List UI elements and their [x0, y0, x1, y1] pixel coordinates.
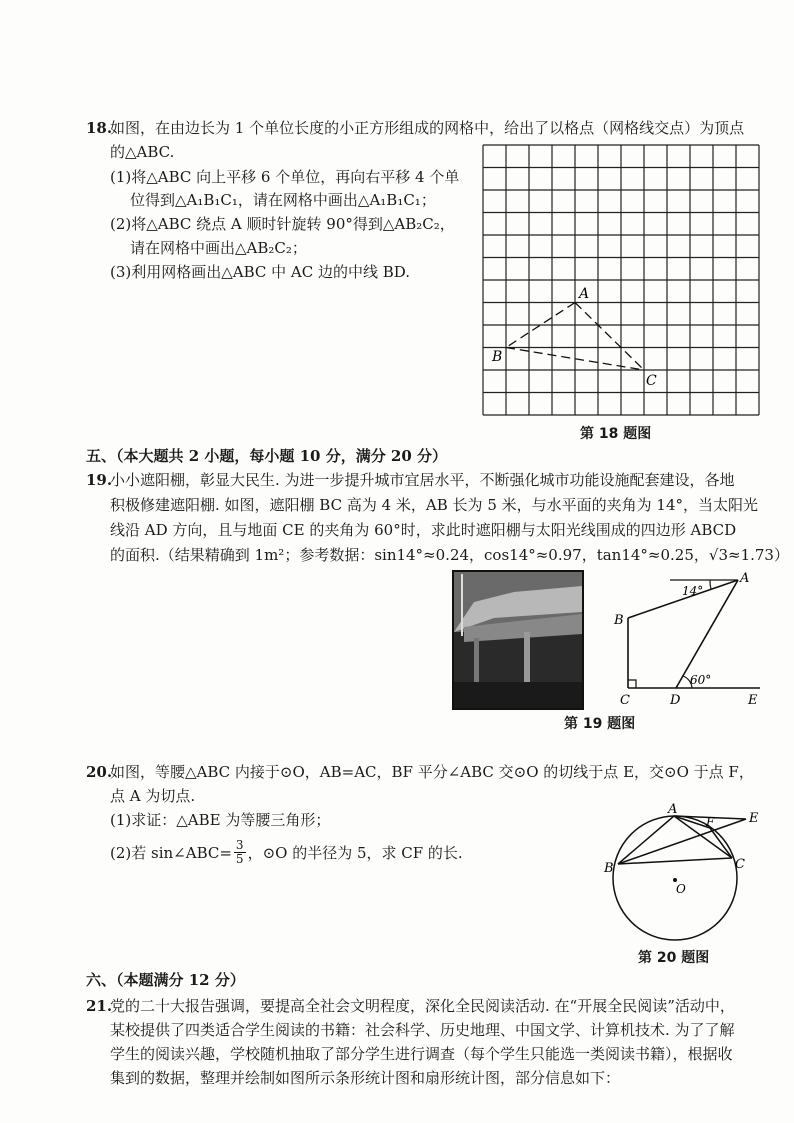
q19-right-angle-mark — [628, 680, 636, 688]
q18-label-c: C — [646, 373, 657, 389]
q20-number: 20. — [86, 763, 113, 781]
q19-caption: 第 19 题图 — [564, 716, 636, 732]
q19-label-e: E — [748, 693, 758, 708]
q20-part1: (1)求证：△ABE 为等腰三角形； — [110, 811, 331, 829]
section-5-header: 五、（本大题共 2 小题，每小题 10 分，满分 20 分） — [86, 447, 448, 465]
q19-stem-line2: 积极修建遮阳棚. 如图，遮阳棚 BC 高为 4 米，AB 长为 5 米，与水平面的夹角为 14°，当太阳光 — [110, 496, 758, 514]
q20-label-e: E — [749, 811, 759, 826]
q20-fraction — [234, 839, 246, 866]
q20-diagram — [598, 800, 768, 945]
q19-label-angle-60: 60° — [690, 673, 712, 687]
q20-label-c: C — [735, 857, 745, 872]
q20-caption: 第 20 题图 — [638, 950, 710, 966]
q19-stem-line1: 小小遮阳棚，彰显大民生. 为进一步提升城市宜居水平，不断强化城市功能设施配套建设，各地 — [110, 471, 735, 489]
q18-stem-line1: 如图，在由边长为 1 个单位长度的小正方形组成的网格中，给出了以格点（网格线交点）为顶点 — [110, 119, 745, 137]
q19-label-b: B — [614, 613, 624, 628]
q20-fraction-numerator: 3 — [235, 837, 244, 852]
q19-number: 19. — [86, 471, 113, 489]
q19-label-angle-14: 14° — [682, 584, 704, 598]
q19-stem-line4: 的面积.（结果精确到 1m²；参考数据：sin14°≈0.24，cos14°≈0.97，tan14°≈0.25，√3≈1.73） — [110, 546, 789, 564]
q18-grid — [483, 145, 759, 415]
q20-fraction-denominator: 5 — [235, 851, 244, 866]
q20-segment-be — [618, 819, 746, 864]
q19-angle-arc-14 — [710, 580, 711, 589]
q20-stem-line1: 如图，等腰△ABC 内接于⊙O，AB=AC，BF 平分∠ABC 交⊙O 的切线于点 E，交⊙O 于点 F， — [110, 763, 754, 781]
q20-label-b: B — [604, 861, 614, 876]
q20-stem-line2: 点 A 为切点. — [110, 787, 196, 805]
q19-label-d: D — [670, 693, 681, 708]
q18-grid-figure — [478, 140, 768, 420]
q20-segment-cf — [710, 828, 732, 858]
q21-stem-line2: 某校提供了四类适合学生阅读的书籍：社会科学、历史地理、中国文学、计算机技术. 为了了解 — [110, 1021, 735, 1039]
q18-number: 18. — [86, 119, 113, 137]
q20-part2 — [110, 832, 463, 872]
q21-stem-line4: 集到的数据，整理并绘制如图所示条形统计图和扇形统计图，部分信息如下： — [110, 1069, 621, 1087]
q21-stem-line3: 学生的阅读兴趣，学校随机抽取了部分学生进行调查（每个学生只能选一类阅读书籍），根据收 — [110, 1045, 733, 1063]
section-6-header: 六、（本题满分 12 分） — [86, 971, 245, 989]
q18-part2-line1: (2)将△ABC 绕点 A 顺时针旋转 90°得到△AB₂C₂， — [110, 215, 455, 233]
q18-caption: 第 18 题图 — [580, 426, 652, 442]
q18-part1-line1: (1)将△ABC 向上平移 6 个单位，再向右平移 4 个单 — [110, 168, 460, 186]
q18-part2-line2: 请在网格中画出△AB₂C₂； — [130, 239, 307, 257]
q20-part2-suffix: ，⊙O 的半径为 5，求 CF 的长. — [247, 843, 463, 862]
q19-label-a: A — [740, 571, 750, 586]
q20-label-a: A — [668, 802, 678, 817]
q19-photo-shade-canopy — [452, 570, 584, 710]
q21-stem-line1: 党的二十大报告强调，要提高全社会文明程度，深化全民阅读活动. 在“开展全民阅读”活动中， — [110, 997, 735, 1015]
q18-part1-line2: 位得到△A₁B₁C₁，请在网格中画出△A₁B₁C₁； — [130, 191, 436, 209]
q19-label-c: C — [620, 693, 630, 708]
q18-label-b: B — [492, 349, 503, 365]
q21-number: 21. — [86, 997, 113, 1015]
q20-label-f: F — [706, 815, 715, 829]
q19-stem-line3: 线沿 AD 方向，且与地面 CE 的夹角为 60°时，求此时遮阳棚与太阳光线围成的四边形 ABCD — [110, 521, 737, 539]
q18-part3: (3)利用网格画出△ABC 中 AC 边的中线 BD. — [110, 263, 411, 281]
q18-label-a: A — [579, 286, 590, 302]
q19-diagram — [610, 570, 770, 710]
q20-part2-prefix: (2)若 sin∠ABC= — [110, 843, 232, 862]
q18-stem-line2: 的△ABC. — [110, 143, 175, 161]
q20-segment-bc — [618, 858, 732, 864]
q20-label-o: O — [676, 882, 686, 896]
